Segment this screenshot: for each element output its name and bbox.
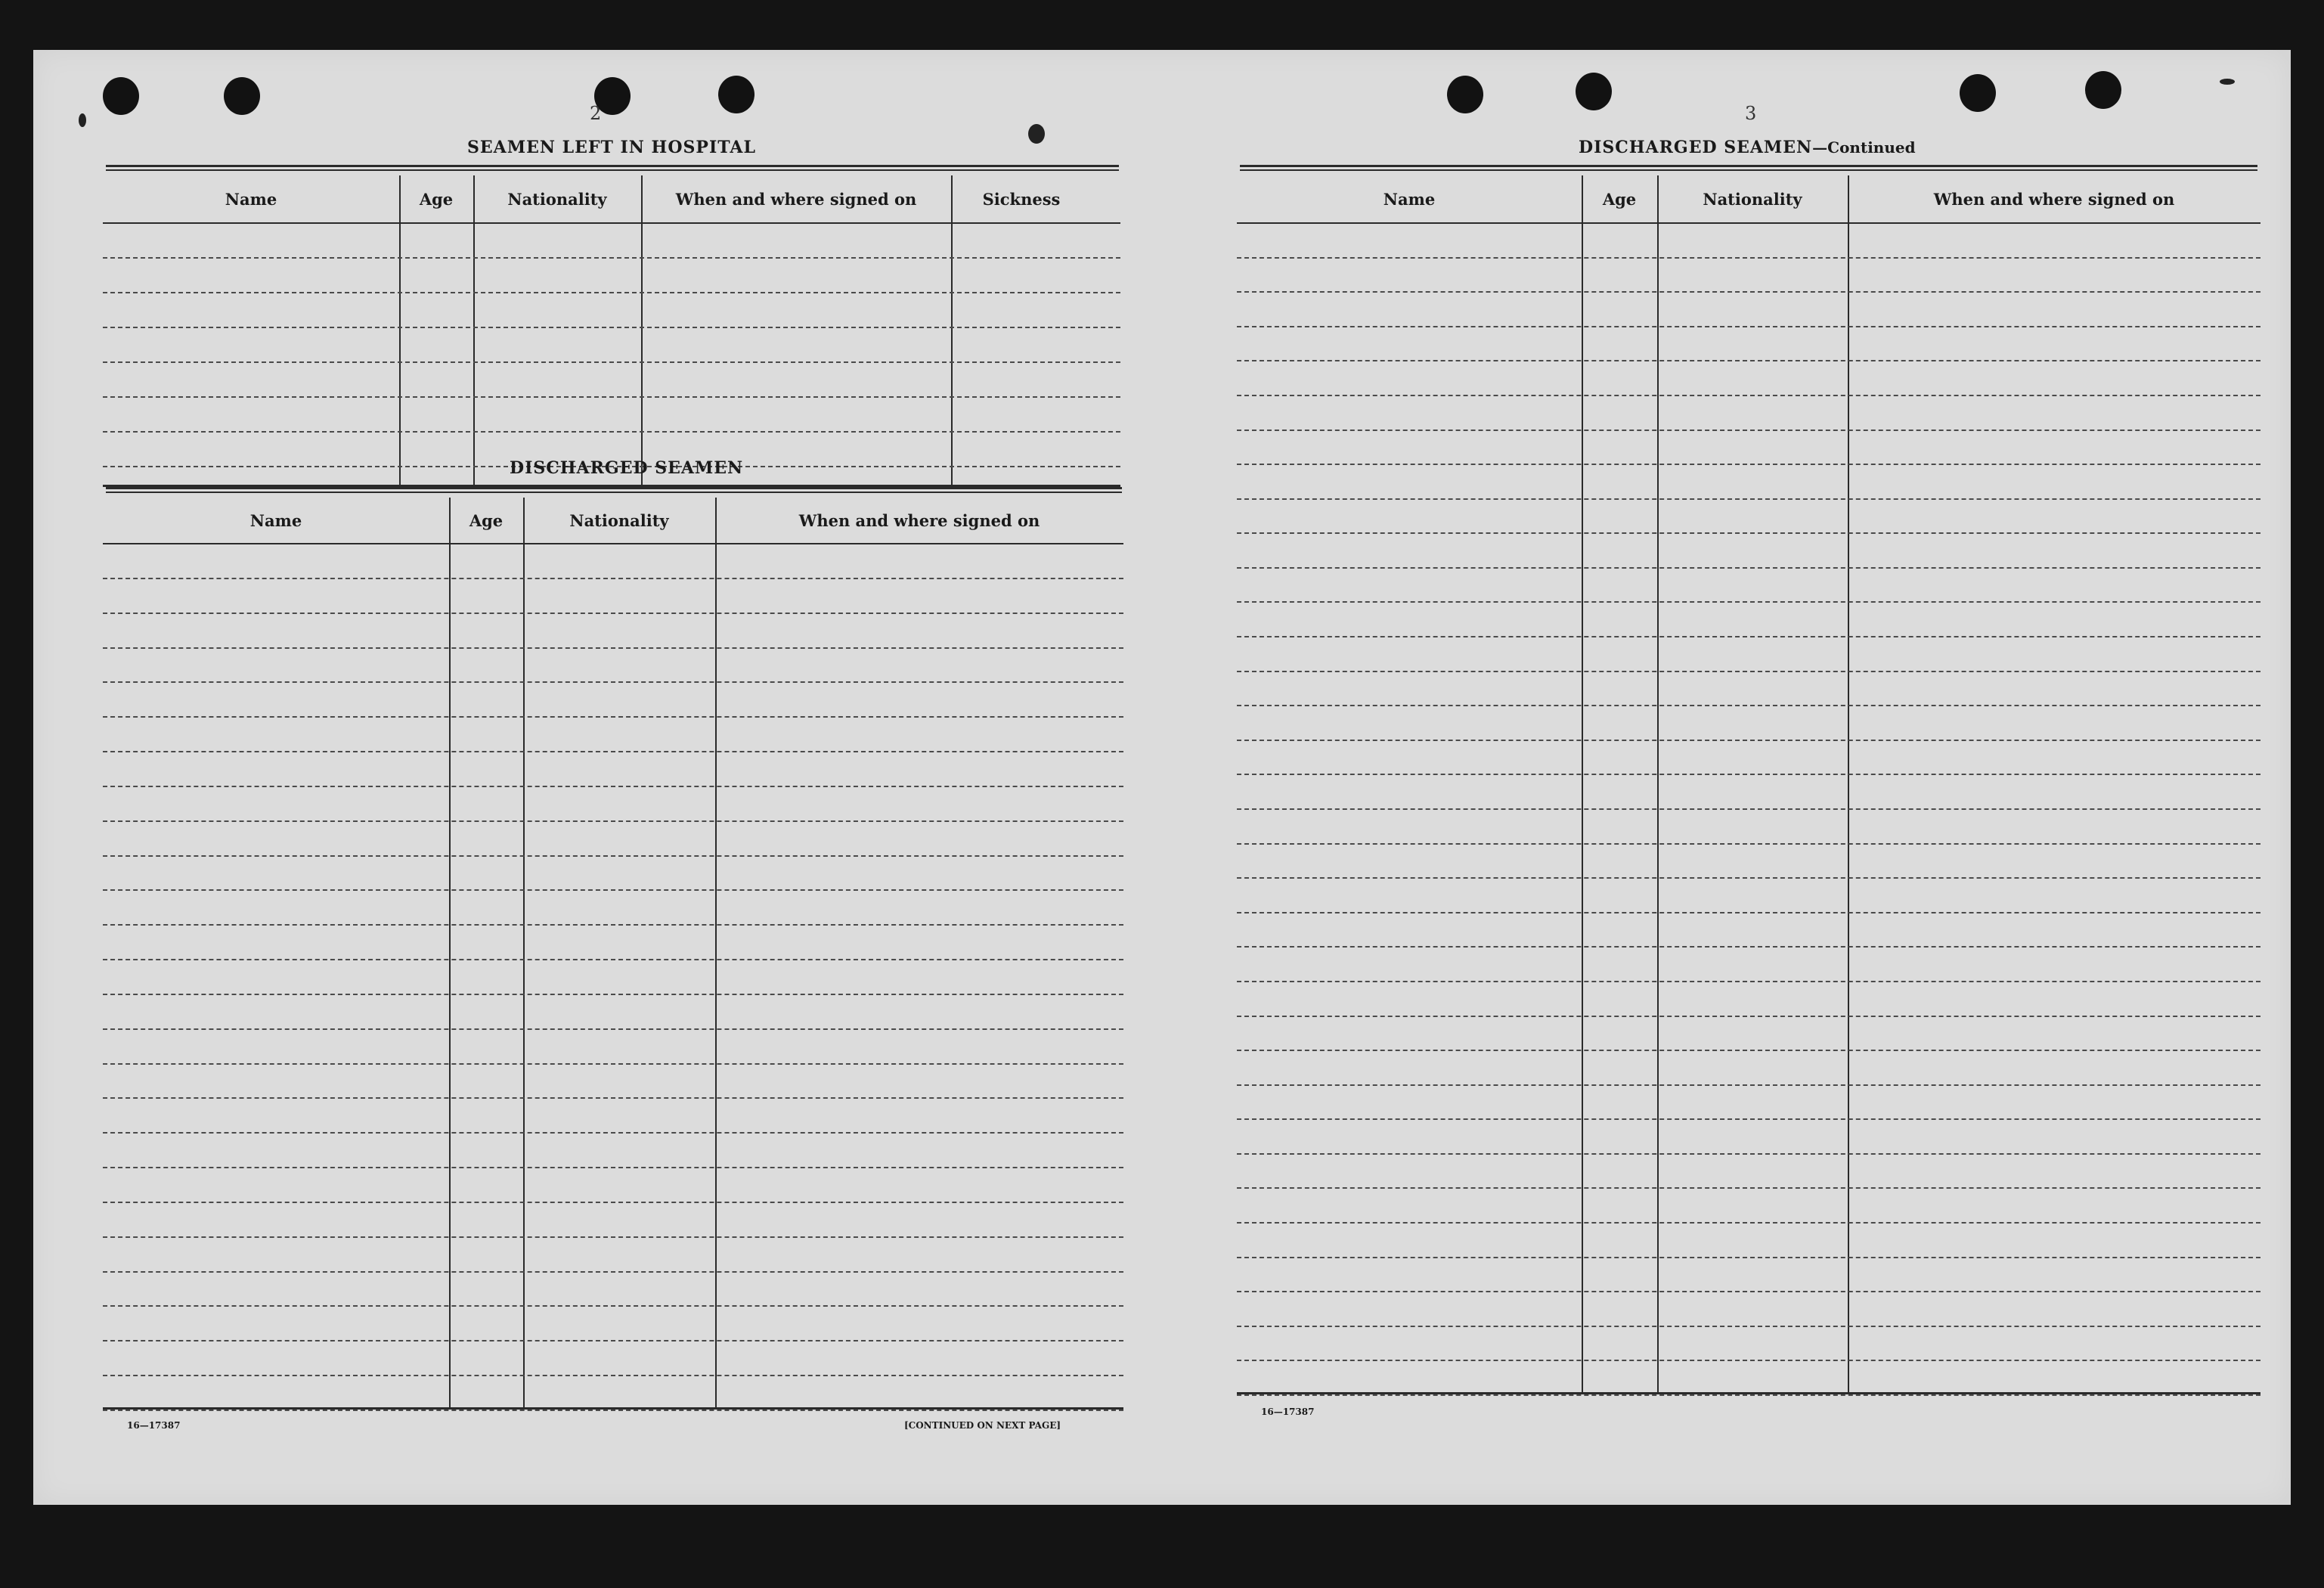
- table-row[interactable]: [103, 994, 1123, 995]
- table-row[interactable]: [1237, 946, 2260, 948]
- column-header-name: Name: [249, 510, 302, 530]
- table-row[interactable]: [103, 1271, 1123, 1273]
- table-row[interactable]: [1237, 464, 2260, 465]
- table-row[interactable]: [103, 681, 1123, 683]
- table-row[interactable]: [1237, 430, 2260, 431]
- table-row[interactable]: [103, 1097, 1123, 1099]
- table-row[interactable]: [1237, 877, 2260, 879]
- column-header-age: Age: [419, 189, 454, 209]
- punch-hole: [224, 77, 260, 115]
- double-rule: [106, 165, 1119, 171]
- column-header-name: Name: [1383, 189, 1436, 209]
- column-header-name: Name: [225, 189, 277, 209]
- punch-hole: [1576, 73, 1612, 110]
- discharged-section-title: DISCHARGED SEAMEN: [510, 458, 744, 478]
- table-row[interactable]: [1237, 1084, 2260, 1086]
- column-divider: [473, 175, 475, 487]
- table-row[interactable]: [103, 1028, 1123, 1030]
- table-row[interactable]: [1237, 808, 2260, 810]
- table-row[interactable]: [103, 613, 1123, 614]
- column-divider: [523, 498, 525, 1410]
- discharged-continued-table: [1237, 175, 2260, 1394]
- table-row[interactable]: [103, 716, 1123, 718]
- hospital-section-title: SEAMEN LEFT IN HOSPITAL: [467, 138, 756, 157]
- table-row[interactable]: [103, 855, 1123, 857]
- column-divider: [641, 175, 643, 487]
- ink-speck: [2220, 79, 2235, 85]
- column-header-age: Age: [469, 510, 504, 530]
- table-row[interactable]: [1237, 532, 2260, 534]
- section-title-main: DISCHARGED SEAMEN: [1579, 138, 1813, 157]
- table-row[interactable]: [103, 959, 1123, 960]
- table-row[interactable]: [1237, 636, 2260, 637]
- punch-hole: [2085, 71, 2121, 109]
- table-row[interactable]: [1237, 912, 2260, 913]
- column-divider: [1582, 175, 1583, 1394]
- table-row[interactable]: [1237, 705, 2260, 706]
- table-row[interactable]: [1237, 1222, 2260, 1224]
- column-divider: [449, 498, 451, 1410]
- table-row[interactable]: [1237, 981, 2260, 982]
- column-header-signed-on: When and where signed on: [1933, 189, 2175, 209]
- section-title-suffix: —Continued: [1812, 138, 1916, 157]
- table-bottom-rule: [103, 1407, 1123, 1410]
- table-row[interactable]: [103, 292, 1120, 293]
- table-row[interactable]: [1237, 1050, 2260, 1051]
- table-row[interactable]: [1237, 843, 2260, 845]
- table-row[interactable]: [103, 1305, 1123, 1307]
- ink-speck: [79, 113, 86, 127]
- hospital-table: [103, 175, 1120, 487]
- table-row[interactable]: [103, 647, 1123, 649]
- table-row[interactable]: [103, 1236, 1123, 1238]
- column-divider: [1848, 175, 1849, 1394]
- page-number-right: 3: [1745, 103, 1757, 124]
- table-row[interactable]: [1237, 1257, 2260, 1258]
- column-divider: [1657, 175, 1659, 1394]
- column-header-nationality: Nationality: [569, 510, 669, 530]
- column-header-age: Age: [1602, 189, 1637, 209]
- double-rule: [106, 487, 1122, 493]
- column-header-nationality: Nationality: [1703, 189, 1802, 209]
- table-row[interactable]: [1237, 601, 2260, 603]
- table-bottom-rule: [1237, 1392, 2260, 1394]
- discharged-table: [103, 498, 1123, 1410]
- table-row[interactable]: [1237, 326, 2260, 327]
- table-row[interactable]: [103, 257, 1120, 259]
- table-row[interactable]: [1237, 1016, 2260, 1017]
- table-row[interactable]: [1237, 257, 2260, 259]
- column-divider: [715, 498, 717, 1410]
- table-row[interactable]: [103, 820, 1123, 822]
- punch-hole: [718, 76, 755, 113]
- column-header-signed-on: When and where signed on: [798, 510, 1040, 530]
- table-row[interactable]: [1237, 1118, 2260, 1120]
- table-row[interactable]: [103, 396, 1120, 398]
- column-header-nationality: Nationality: [507, 189, 607, 209]
- table-row[interactable]: [1237, 1187, 2260, 1189]
- table-row[interactable]: [1237, 1326, 2260, 1327]
- table-row[interactable]: [1237, 1291, 2260, 1292]
- table-row[interactable]: [1237, 774, 2260, 775]
- page-number-left: 2: [590, 103, 602, 124]
- form-number-right: 16—17387: [1261, 1407, 1315, 1417]
- table-row[interactable]: [1237, 567, 2260, 569]
- discharged-continued-title: [1579, 138, 1916, 157]
- table-row[interactable]: [103, 1202, 1123, 1203]
- punch-hole: [103, 77, 139, 115]
- table-row[interactable]: [103, 578, 1123, 579]
- table-row[interactable]: [1237, 360, 2260, 361]
- table-row[interactable]: [103, 1410, 1123, 1411]
- table-row[interactable]: [1237, 1360, 2260, 1361]
- document-sheet: [33, 50, 2291, 1505]
- table-row[interactable]: [103, 1063, 1123, 1065]
- punch-hole: [1960, 74, 1996, 112]
- table-row[interactable]: [1237, 498, 2260, 500]
- table-row[interactable]: [1237, 740, 2260, 741]
- table-row[interactable]: [103, 1132, 1123, 1134]
- table-row[interactable]: [103, 924, 1123, 926]
- table-row[interactable]: [103, 1167, 1123, 1168]
- double-rule: [1240, 165, 2257, 171]
- table-row[interactable]: [103, 786, 1123, 787]
- punch-hole: [1447, 76, 1483, 113]
- column-header-signed-on: When and where signed on: [675, 189, 917, 209]
- column-divider: [399, 175, 401, 487]
- table-row[interactable]: [1237, 395, 2260, 396]
- table-row[interactable]: [103, 1340, 1123, 1341]
- table-row[interactable]: [103, 361, 1120, 363]
- continued-note: [CONTINUED ON NEXT PAGE]: [904, 1420, 1061, 1431]
- table-row[interactable]: [1237, 1394, 2260, 1396]
- form-number-left: 16—17387: [127, 1420, 181, 1431]
- table-row[interactable]: [103, 1375, 1123, 1376]
- ink-speck: [1028, 124, 1045, 144]
- table-row[interactable]: [103, 751, 1123, 752]
- table-row[interactable]: [103, 431, 1120, 433]
- column-header-sickness: Sickness: [982, 189, 1061, 209]
- table-row[interactable]: [1237, 1153, 2260, 1155]
- column-divider: [951, 175, 953, 487]
- table-row[interactable]: [1237, 671, 2260, 672]
- table-row[interactable]: [103, 327, 1120, 328]
- table-row[interactable]: [1237, 291, 2260, 293]
- table-row[interactable]: [103, 889, 1123, 891]
